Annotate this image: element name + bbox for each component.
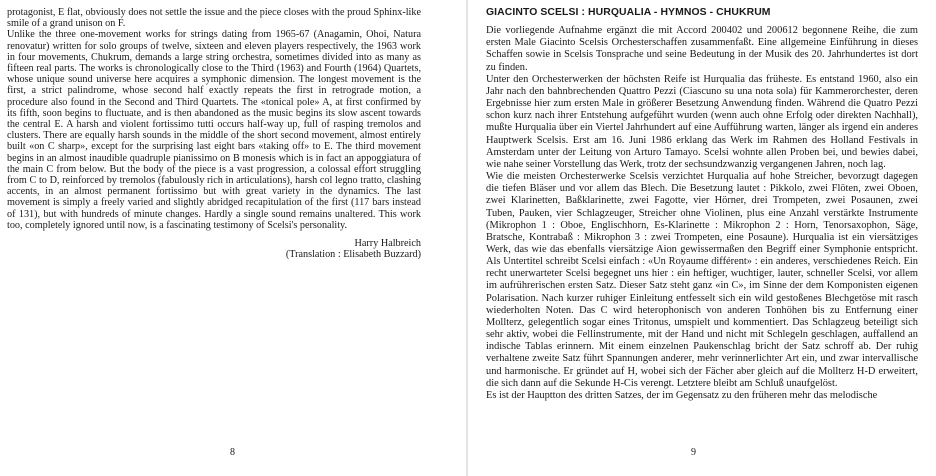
left-page <box>0 0 466 476</box>
translator-credit: (Translation : Elisabeth Buzzard) <box>285 249 421 261</box>
page-number-right: 9 <box>691 447 696 458</box>
paragraph-hurqualia-analysis: Wie die meisten Orchesterwerke Scelsis verzichtet Hurqualia auf hohe Streicher, bevorzugt dagegen die tiefen Bläser und vor allem das Blech. Die Besetzung lautet : Pikkolo, zwei Flöten, zwei Oboen, zwei Klarinetten, Baßklarinette, zwei Fagotte, vier Hörner, drei Trompeten, zwei Posaunen, zwei Tuben, Pauken, vier Schlagzeuger, Streicher ohne Violinen, plus eine Anzahl verstärkte Instrumente (Mikrophon 1 : Oboe, Englischhorn, Es-Klarinette : Mikrophon 2 : Horn, Tenorsaxophon, Säge, Bratsche, Kontrabaß : Mikrophon 3 : zwei Trompeten, eine Posaune). Hurqualia ist ein viersätziges Werk, das wie das ebenfalls viersätzige Aion gewissermaßen den Begriff einer Symphonie entspricht. Als Untertitel schreibt Scelsi einfach : «Un Royaume différent» : ein anderes, verschiedenes Reich. Ein recht unerwarteter Scelsi begegnet uns hier : ein heftiger, wuchtiger, lauter, schneller Scelsi, vor allem im aufrührerischen ersten Satz. Dieser Satz steht ganz «in C», im Sinne der dem Komponisten eigenen Polarisation. Nach kurzer ruhiger Einleitung entfesselt sich ein wild gestoßenes Blechgetöse mit rasch wiederholten Noten. Das C wird heterophonisch von anderen Tonhöhen bis zu Entfernung einer Mollterz, gelegentlich sogar eines Tritonus, umspielt und kommentiert. Das Schlagzeug beteiligt sich sehr aktiv, wobei die Fellinstrumente, mit der Hand und nicht mit Schlegeln geschlagen, auffallend an indische Tablas erinnern. Mit einem einzelnen Paukenschlag bricht der Satz schroff ab. Der ruhig verhaltene zweite Satz führt Spannungen anderer, mehr verinnerlichter Art ein, und zwar intervallische und harmonische. Er gründet auf H, wobei sich der Fächer aber gleich auf die Mollterz H-D erweitert, die sich dann auf die Sekunde H-Cis verengt. Letztere bleibt am Schluß unaufgelöst. <box>486 171 918 389</box>
german-text-column <box>486 7 918 402</box>
paragraph-continuation: protagonist, E flat, obviously does not settle the issue and the piece closes with the proud Sphinx-like smile of a grand unison on F. <box>7 7 421 30</box>
right-page <box>468 0 936 476</box>
paragraph-third-movement: Es ist der Hauptton des dritten Satzes, der im Gegensatz zu den früheren mehr das melodische <box>486 389 878 401</box>
english-text-column <box>7 7 421 260</box>
author-signature: Harry Halbreich <box>354 238 421 250</box>
paragraph-hurqualia-history: Unter den Orchesterwerken der höchsten Reife ist Hurqualia das früheste. Es entstand 1960, also ein Jahr nach den bahnbrechenden Quattro Pezzi (Ciascuno su una nota sola) für Kammerorchester, deren Ergebnisse hier zum ersten Male in größerer Besetzung Anwendung finden. Während die Quatro Pezzi schon kurz nach ihrer Entstehung aufgeführt wurden (wenn auch ohne Erfolg oder direkten Nachhall), mußte Hurqualia über ein Viertel Jahrhundert auf eine Aufführung warten, länger als irgend ein anderes Hauptwerk Scelsis. Erst am 16. Juni 1986 erklang das Werk im Rahmen des Holland Festivals in Amsterdam unter der Leitung von Arturo Tamayo. Scelsi wohnte allen Proben bei, und bewies dabei, wie nahe seiner Vorstellung das Werk, trotz der sechsundzwanzig vergangenen Jahren, noch lag. <box>486 73 918 170</box>
page-number-left: 8 <box>230 447 235 458</box>
paragraph-intro: Die vorliegende Aufnahme ergänzt die mit Accord 200402 und 200612 begonnene Reihe, die zum ersten Male Giacinto Scelsis Orchesterschaffen zusammenfaßt. Eine allgemeine Einführung in dieses Schaffen sowie in Scelsis Tonsprache und seine Bedeutung in der Musik des 20. Jahrhundertes ist dort zu finden. <box>486 25 918 73</box>
page-heading: GIACINTO SCELSI : HURQUALIA - HYMNOS - CHUKRUM <box>486 7 771 18</box>
paragraph-chukrum: Unlike the three one-movement works for strings dating from 1965-67 (Anagamin, Ohoi, Natura renovatur) written for solo groups of twelve, sixteen and eleven players respectively, the 1963 work in four movements, Chukrum, demands a large string orchestra, sometimes divided into as many as fifteen real parts. The works is chronologically close to the Third (1963) and Fourth (1964) Quartets, whose unique sound universe here acquires a symphonic dimension. The longest movement is the first, a strict palindrome, whose second half exactly repeats the first in retrograde motion, a procedure also found in the Second and Third Quartets. The «tonical pole» A, at first confirmed by its fifth, soon begins to fluctuate, and is then abandoned as the music begins its slow ascent towards the central E. A harsh and violent fortissimo tutti occurs half-way up, full of rasping tremolos and clusters. There are equally harsh sounds in the middle of the short second movement, almost entirely built «on C sharp», except for the surprising last eight bars «taking off» to E. The third movement begins in an almost inaudible quadruple pianissimo on B monesis which is in fact an appoggiatura of the main C from below. But the body of the piece is a vast progression, a colossal effort struggling from C to D, reinforced by tremolos (fabulously rich in articulations), harsh col legno tratto, clashing accents, in an almost permanent fortissimo but with great variety in the dynamics. The last movement is simply a freely varied and slightly abridged recapitulation of the first (117 bars instead of 131), but with hundreds of minute changes. Hardly a single sound remains unaltered. This work too, completely ignored until now, is a fascinating testimony of Scelsi's personality. <box>7 29 421 231</box>
